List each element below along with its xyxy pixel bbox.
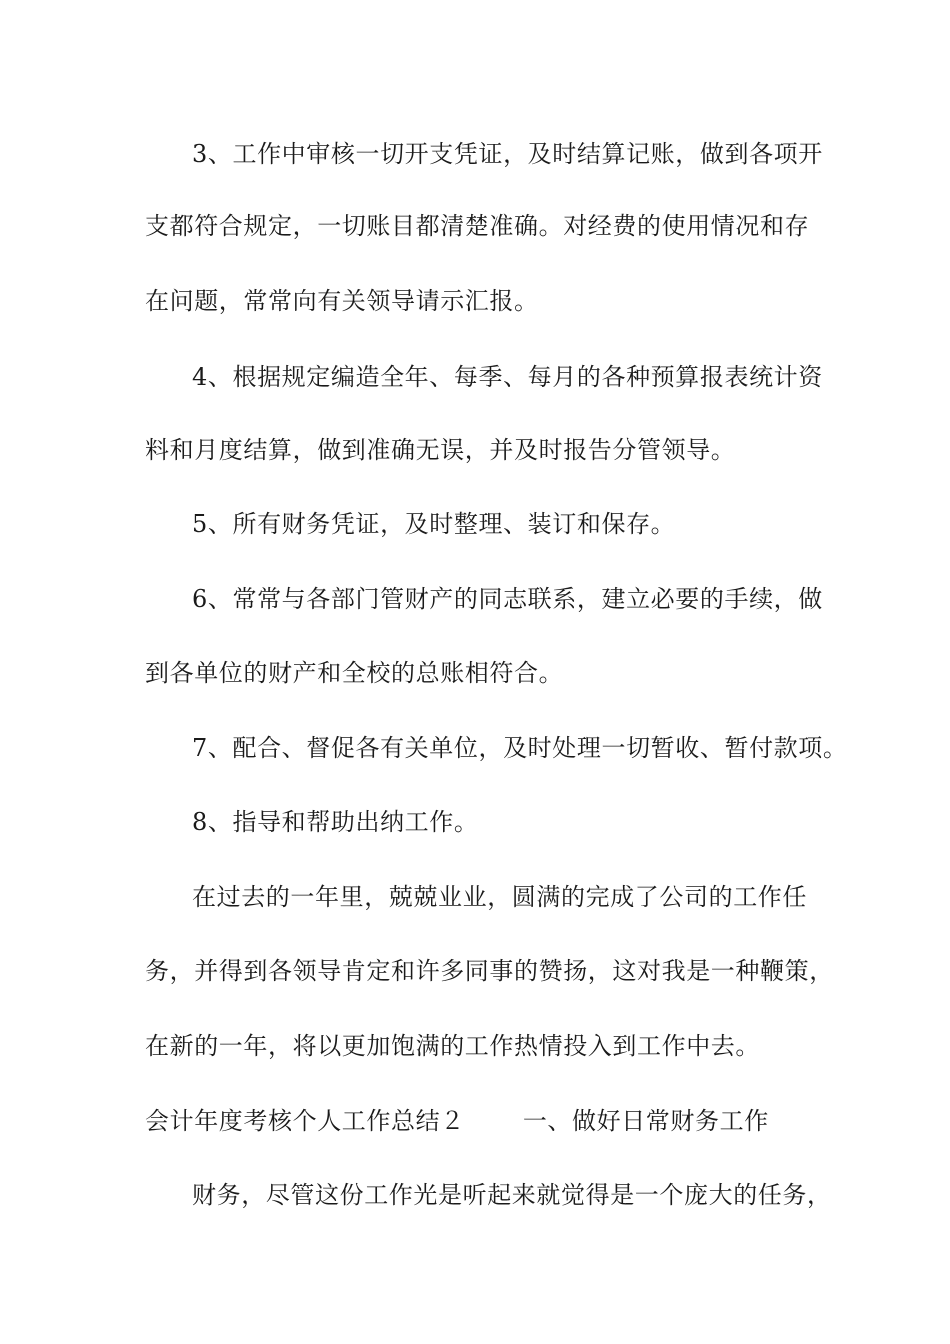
paragraph-line: 8、指导和帮助出纳工作。 (192, 808, 479, 836)
paragraph-line: 在问题，常常向有关领导请示汇报。 (145, 287, 539, 315)
paragraph-line: 在过去的一年里，兢兢业业，圆满的完成了公司的工作任 (192, 883, 807, 911)
paragraph-line: 务，并得到各领导肯定和许多同事的赞扬，这对我是一种鞭策， (145, 957, 834, 985)
paragraph-line: 料和月度结算，做到准确无误，并及时报告分管领导。 (145, 436, 736, 464)
paragraph-line: 4、根据规定编造全年、每季、每月的各种预算报表统计资 (192, 363, 823, 391)
paragraph-line: 5、所有财务凭证，及时整理、装订和保存。 (192, 510, 676, 538)
paragraph-line: 6、常常与各部门管财产的同志联系，建立必要的手续，做 (192, 585, 823, 613)
paragraph-line: 财务，尽管这份工作光是听起来就觉得是一个庞大的任务， (192, 1181, 832, 1209)
paragraph-line: 到各单位的财产和全校的总账相符合。 (145, 659, 564, 687)
section-title: 会计年度考核个人工作总结２ (145, 1107, 465, 1135)
section-heading (145, 1105, 769, 1137)
paragraph-line: 在新的一年，将以更加饱满的工作热情投入到工作中去。 (145, 1032, 760, 1060)
paragraph-line: 支都符合规定，一切账目都清楚准确。对经费的使用情况和存 (145, 212, 810, 240)
section-subtitle: 一、做好日常财务工作 (522, 1107, 769, 1135)
paragraph-line: 7、配合、督促各有关单位，及时处理一切暂收、暂付款项。 (192, 734, 848, 762)
paragraph-line: 3、工作中审核一切开支凭证，及时结算记账，做到各项开 (192, 140, 823, 168)
